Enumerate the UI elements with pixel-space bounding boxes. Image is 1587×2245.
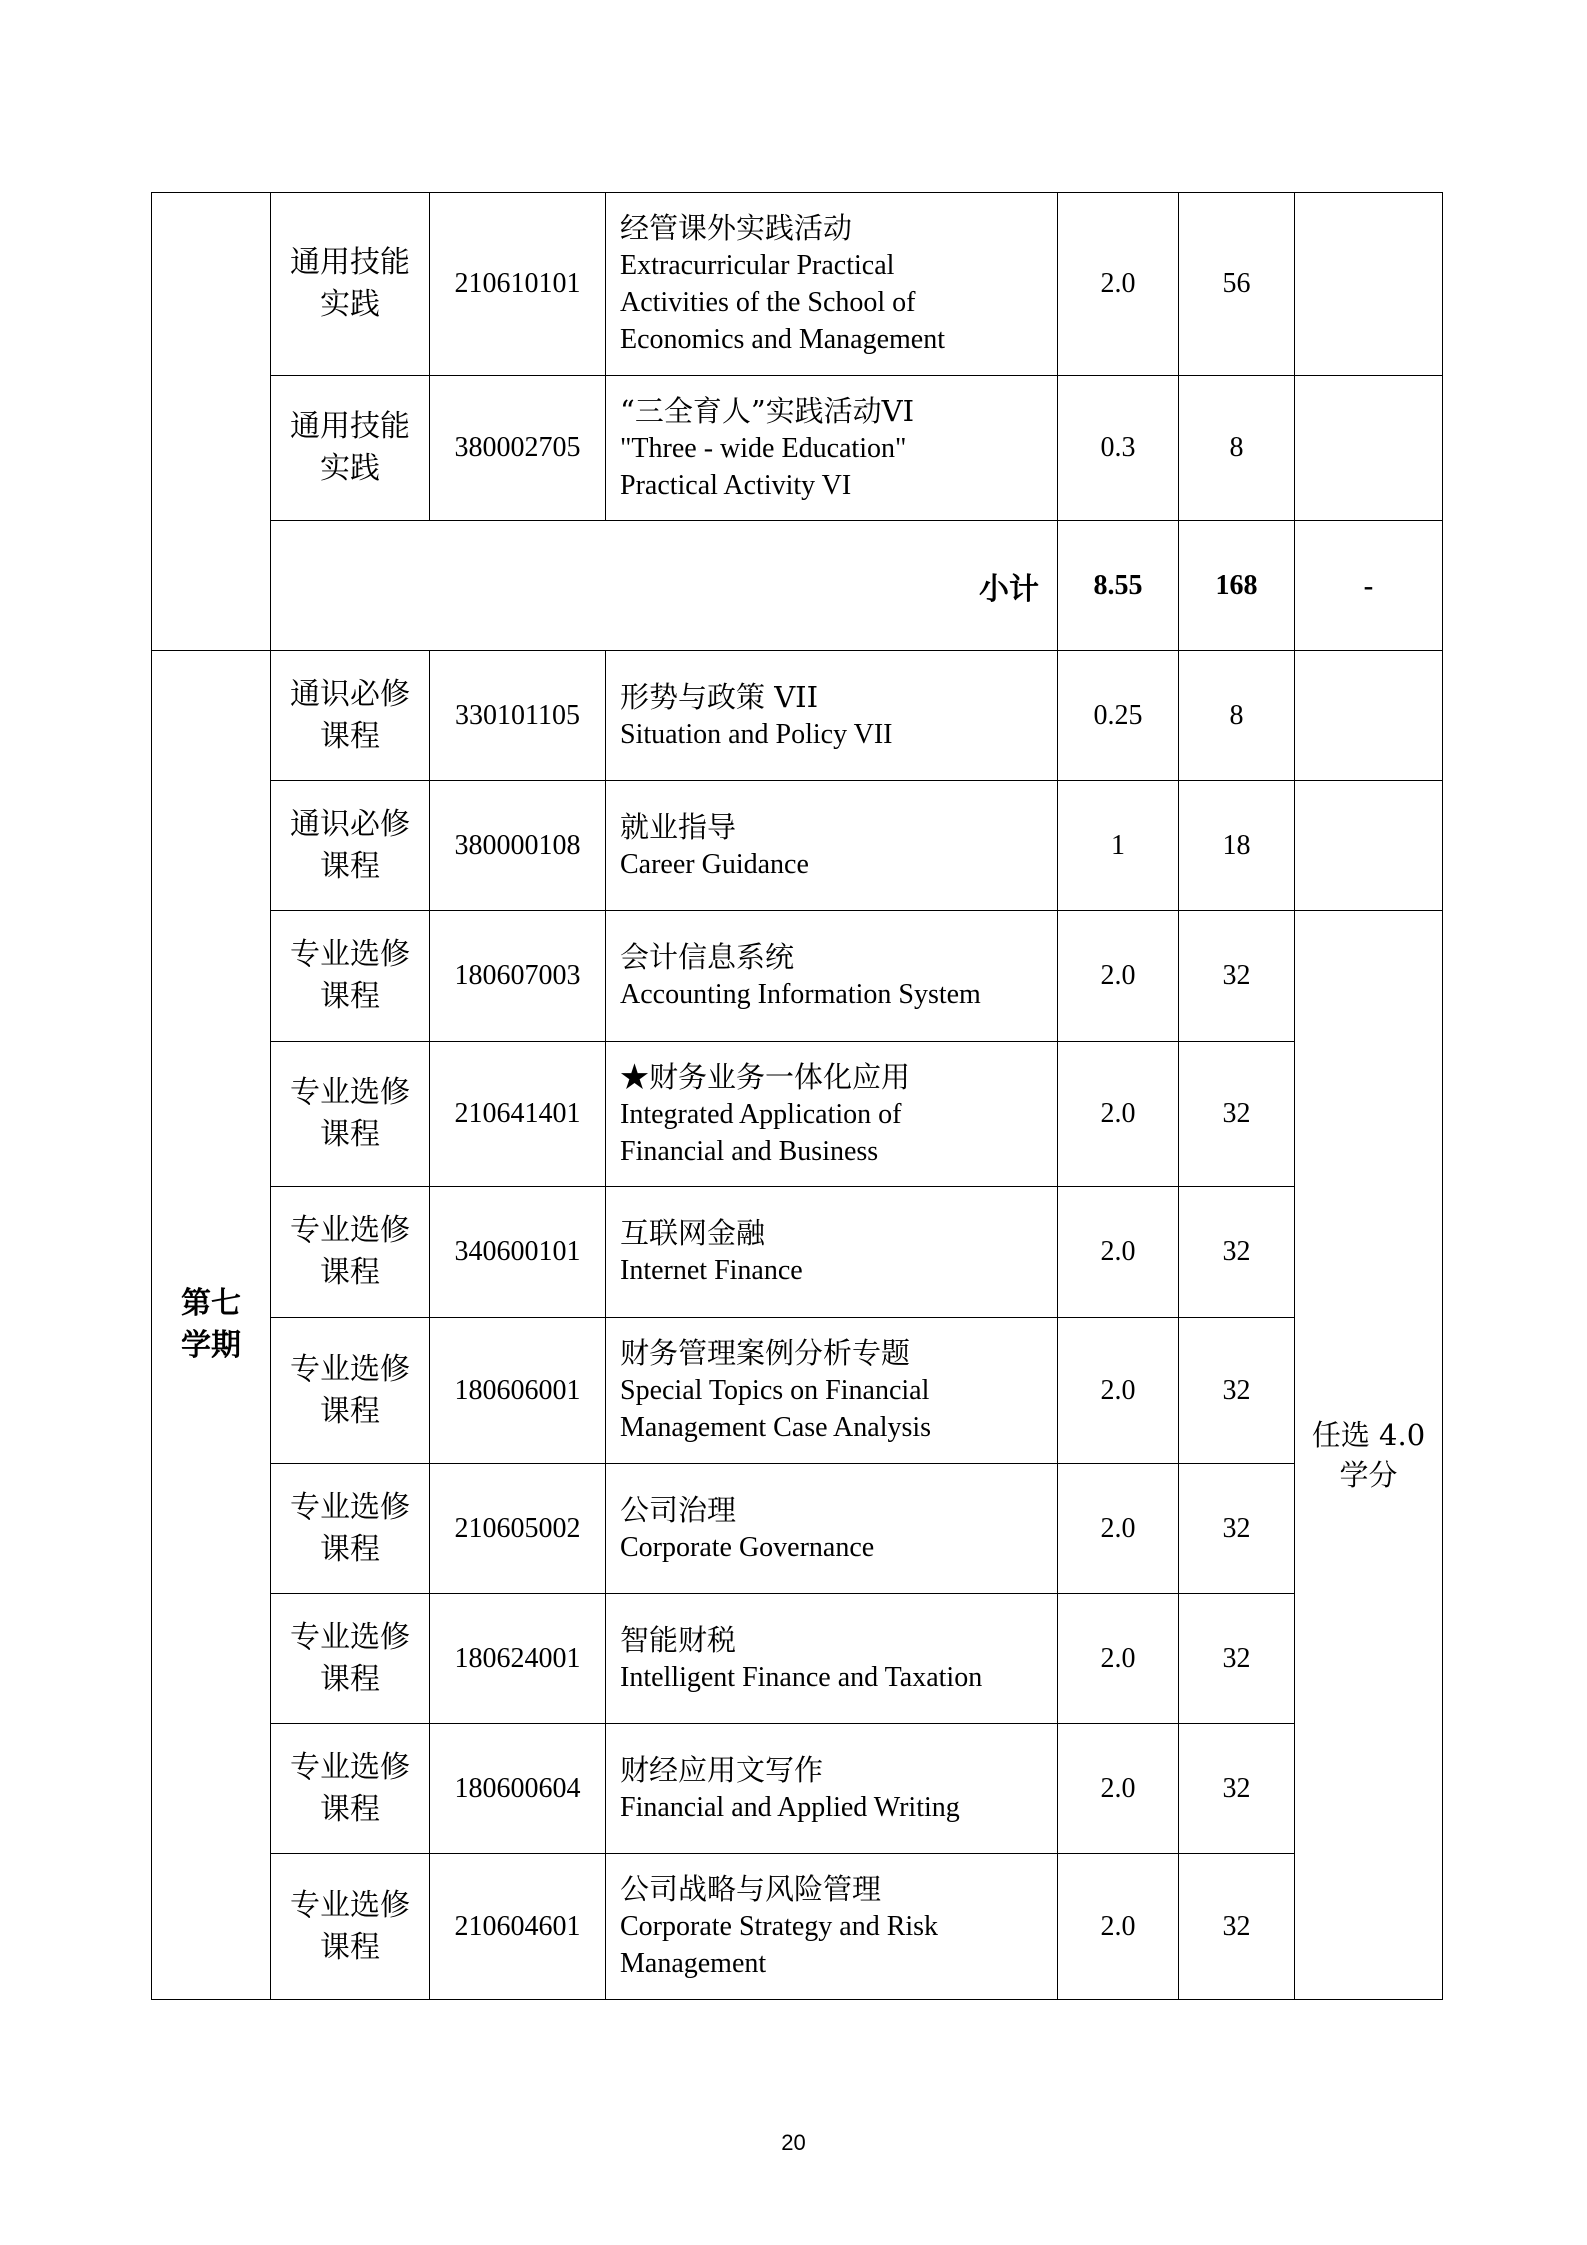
course-table <box>151 192 1443 2000</box>
course-name-en: Financial and Applied Writing <box>620 1791 960 1823</box>
page-number: 20 <box>781 2130 806 2155</box>
course-name-cn: 会计信息系统 <box>620 940 795 974</box>
course-name-en: Accounting Information System <box>620 979 981 1010</box>
course-hours: 8 <box>1179 376 1295 521</box>
course-credit: 2.0 <box>1058 1854 1179 2000</box>
semester-cell <box>152 193 271 651</box>
course-category: 专业选修 课程 <box>271 1042 430 1187</box>
course-category: 专业选修 课程 <box>271 1464 430 1594</box>
course-category: 专业选修 课程 <box>271 1187 430 1318</box>
course-credit: 2.0 <box>1058 911 1179 1042</box>
course-category: 通用技能 实践 <box>271 193 430 376</box>
table-row <box>152 193 1443 376</box>
course-note <box>1295 193 1443 376</box>
course-name-cell <box>606 651 1058 781</box>
semester-cell: 第七 学期 <box>152 651 271 2000</box>
course-name-cn: ★财务业务一体化应用 <box>620 1059 911 1094</box>
course-category: 通识必修 课程 <box>271 781 430 911</box>
course-name-cn: 形势与政策 VII <box>620 679 819 714</box>
course-hours: 18 <box>1179 781 1295 911</box>
course-code: 180606001 <box>430 1318 606 1464</box>
course-hours: 32 <box>1179 1464 1295 1594</box>
course-code: 380002705 <box>430 376 606 521</box>
course-category: 通用技能 实践 <box>271 376 430 521</box>
course-note <box>1295 781 1443 911</box>
course-name-cell <box>606 193 1058 376</box>
course-category: 专业选修 课程 <box>271 911 430 1042</box>
course-name-cn: “三全育人”实践活动VI <box>620 393 915 428</box>
course-category: 专业选修 课程 <box>271 1854 430 2000</box>
course-note <box>1295 376 1443 521</box>
subtotal-credit: 8.55 <box>1058 521 1179 651</box>
course-name-cell <box>606 1318 1058 1464</box>
course-code: 180600604 <box>430 1724 606 1854</box>
course-name-en: Extracurricular Practical Activities of the School of Economics and Management <box>620 250 946 355</box>
table-row <box>152 1042 1443 1187</box>
table-row <box>152 1594 1443 1724</box>
subtotal-label: 小计 <box>271 521 1058 651</box>
course-name-cell <box>606 1042 1058 1187</box>
course-hours: 32 <box>1179 1594 1295 1724</box>
course-name-en: Special Topics on Financial Management Case Analysis <box>620 1375 932 1443</box>
elective-note: 任选 4.0 学分 <box>1295 911 1443 2000</box>
table-row <box>152 1187 1443 1318</box>
course-credit: 0.25 <box>1058 651 1179 781</box>
course-name-en: Integrated Application of Financial and Business <box>620 1098 902 1167</box>
course-name-cn: 互联网金融 <box>620 1216 766 1250</box>
course-hours: 32 <box>1179 1724 1295 1854</box>
table-row <box>152 781 1443 911</box>
subtotal-hours: 168 <box>1179 521 1295 651</box>
course-hours: 32 <box>1179 1854 1295 2000</box>
subtotal-note: - <box>1295 521 1443 651</box>
course-hours: 32 <box>1179 1318 1295 1464</box>
course-code: 210605002 <box>430 1464 606 1594</box>
course-code: 210641401 <box>430 1042 606 1187</box>
table-row <box>152 1854 1443 2000</box>
course-hours: 32 <box>1179 911 1295 1042</box>
course-name-en: "Three - wide Education" Practical Activity VI <box>620 432 907 501</box>
course-name-cell <box>606 781 1058 911</box>
course-name-en: Internet Finance <box>620 1255 803 1286</box>
subtotal-row <box>152 521 1443 651</box>
table-row <box>152 1464 1443 1594</box>
table-row <box>152 651 1443 781</box>
course-credit: 0.3 <box>1058 376 1179 521</box>
course-code: 210604601 <box>430 1854 606 2000</box>
course-code: 180624001 <box>430 1594 606 1724</box>
course-hours: 8 <box>1179 651 1295 781</box>
course-category: 专业选修 课程 <box>271 1724 430 1854</box>
course-name-en: Situation and Policy VII <box>620 718 893 750</box>
course-name-en: Corporate Strategy and Risk Management <box>620 1911 939 1979</box>
table-row <box>152 911 1443 1042</box>
course-note <box>1295 651 1443 781</box>
course-name-cell <box>606 376 1058 521</box>
course-credit: 2.0 <box>1058 193 1179 376</box>
course-category: 专业选修 课程 <box>271 1318 430 1464</box>
course-name-cn: 公司治理 <box>620 1492 737 1527</box>
course-name-cell <box>606 911 1058 1042</box>
course-hours: 56 <box>1179 193 1295 376</box>
table-row <box>152 1318 1443 1464</box>
course-name-en: Corporate Governance <box>620 1531 875 1563</box>
course-name-cn: 财经应用文写作 <box>620 1752 824 1787</box>
course-credit: 2.0 <box>1058 1464 1179 1594</box>
course-name-cell <box>606 1594 1058 1724</box>
course-hours: 32 <box>1179 1187 1295 1318</box>
course-credit: 2.0 <box>1058 1187 1179 1318</box>
course-name-cn: 就业指导 <box>620 809 737 844</box>
course-code: 340600101 <box>430 1187 606 1318</box>
course-credit: 2.0 <box>1058 1594 1179 1724</box>
table-row <box>152 1724 1443 1854</box>
course-name-cn: 智能财税 <box>620 1622 737 1657</box>
course-credit: 1 <box>1058 781 1179 911</box>
course-name-cell <box>606 1187 1058 1318</box>
course-code: 210610101 <box>430 193 606 376</box>
course-credit: 2.0 <box>1058 1318 1179 1464</box>
course-name-cell <box>606 1854 1058 2000</box>
course-hours: 32 <box>1179 1042 1295 1187</box>
table-row <box>152 376 1443 521</box>
course-code: 380000108 <box>430 781 606 911</box>
course-category: 专业选修 课程 <box>271 1594 430 1724</box>
course-credit: 2.0 <box>1058 1724 1179 1854</box>
course-name-cn: 财务管理案例分析专题 <box>620 1336 911 1370</box>
course-name-cell <box>606 1724 1058 1854</box>
course-name-en: Intelligent Finance and Taxation <box>620 1661 983 1693</box>
course-name-cell <box>606 1464 1058 1594</box>
course-name-cn: 公司战略与风险管理 <box>620 1872 882 1906</box>
course-category: 通识必修 课程 <box>271 651 430 781</box>
course-credit: 2.0 <box>1058 1042 1179 1187</box>
course-code: 330101105 <box>430 651 606 781</box>
course-name-en: Career Guidance <box>620 848 809 880</box>
course-name-cn: 经管课外实践活动 <box>620 211 853 245</box>
course-code: 180607003 <box>430 911 606 1042</box>
